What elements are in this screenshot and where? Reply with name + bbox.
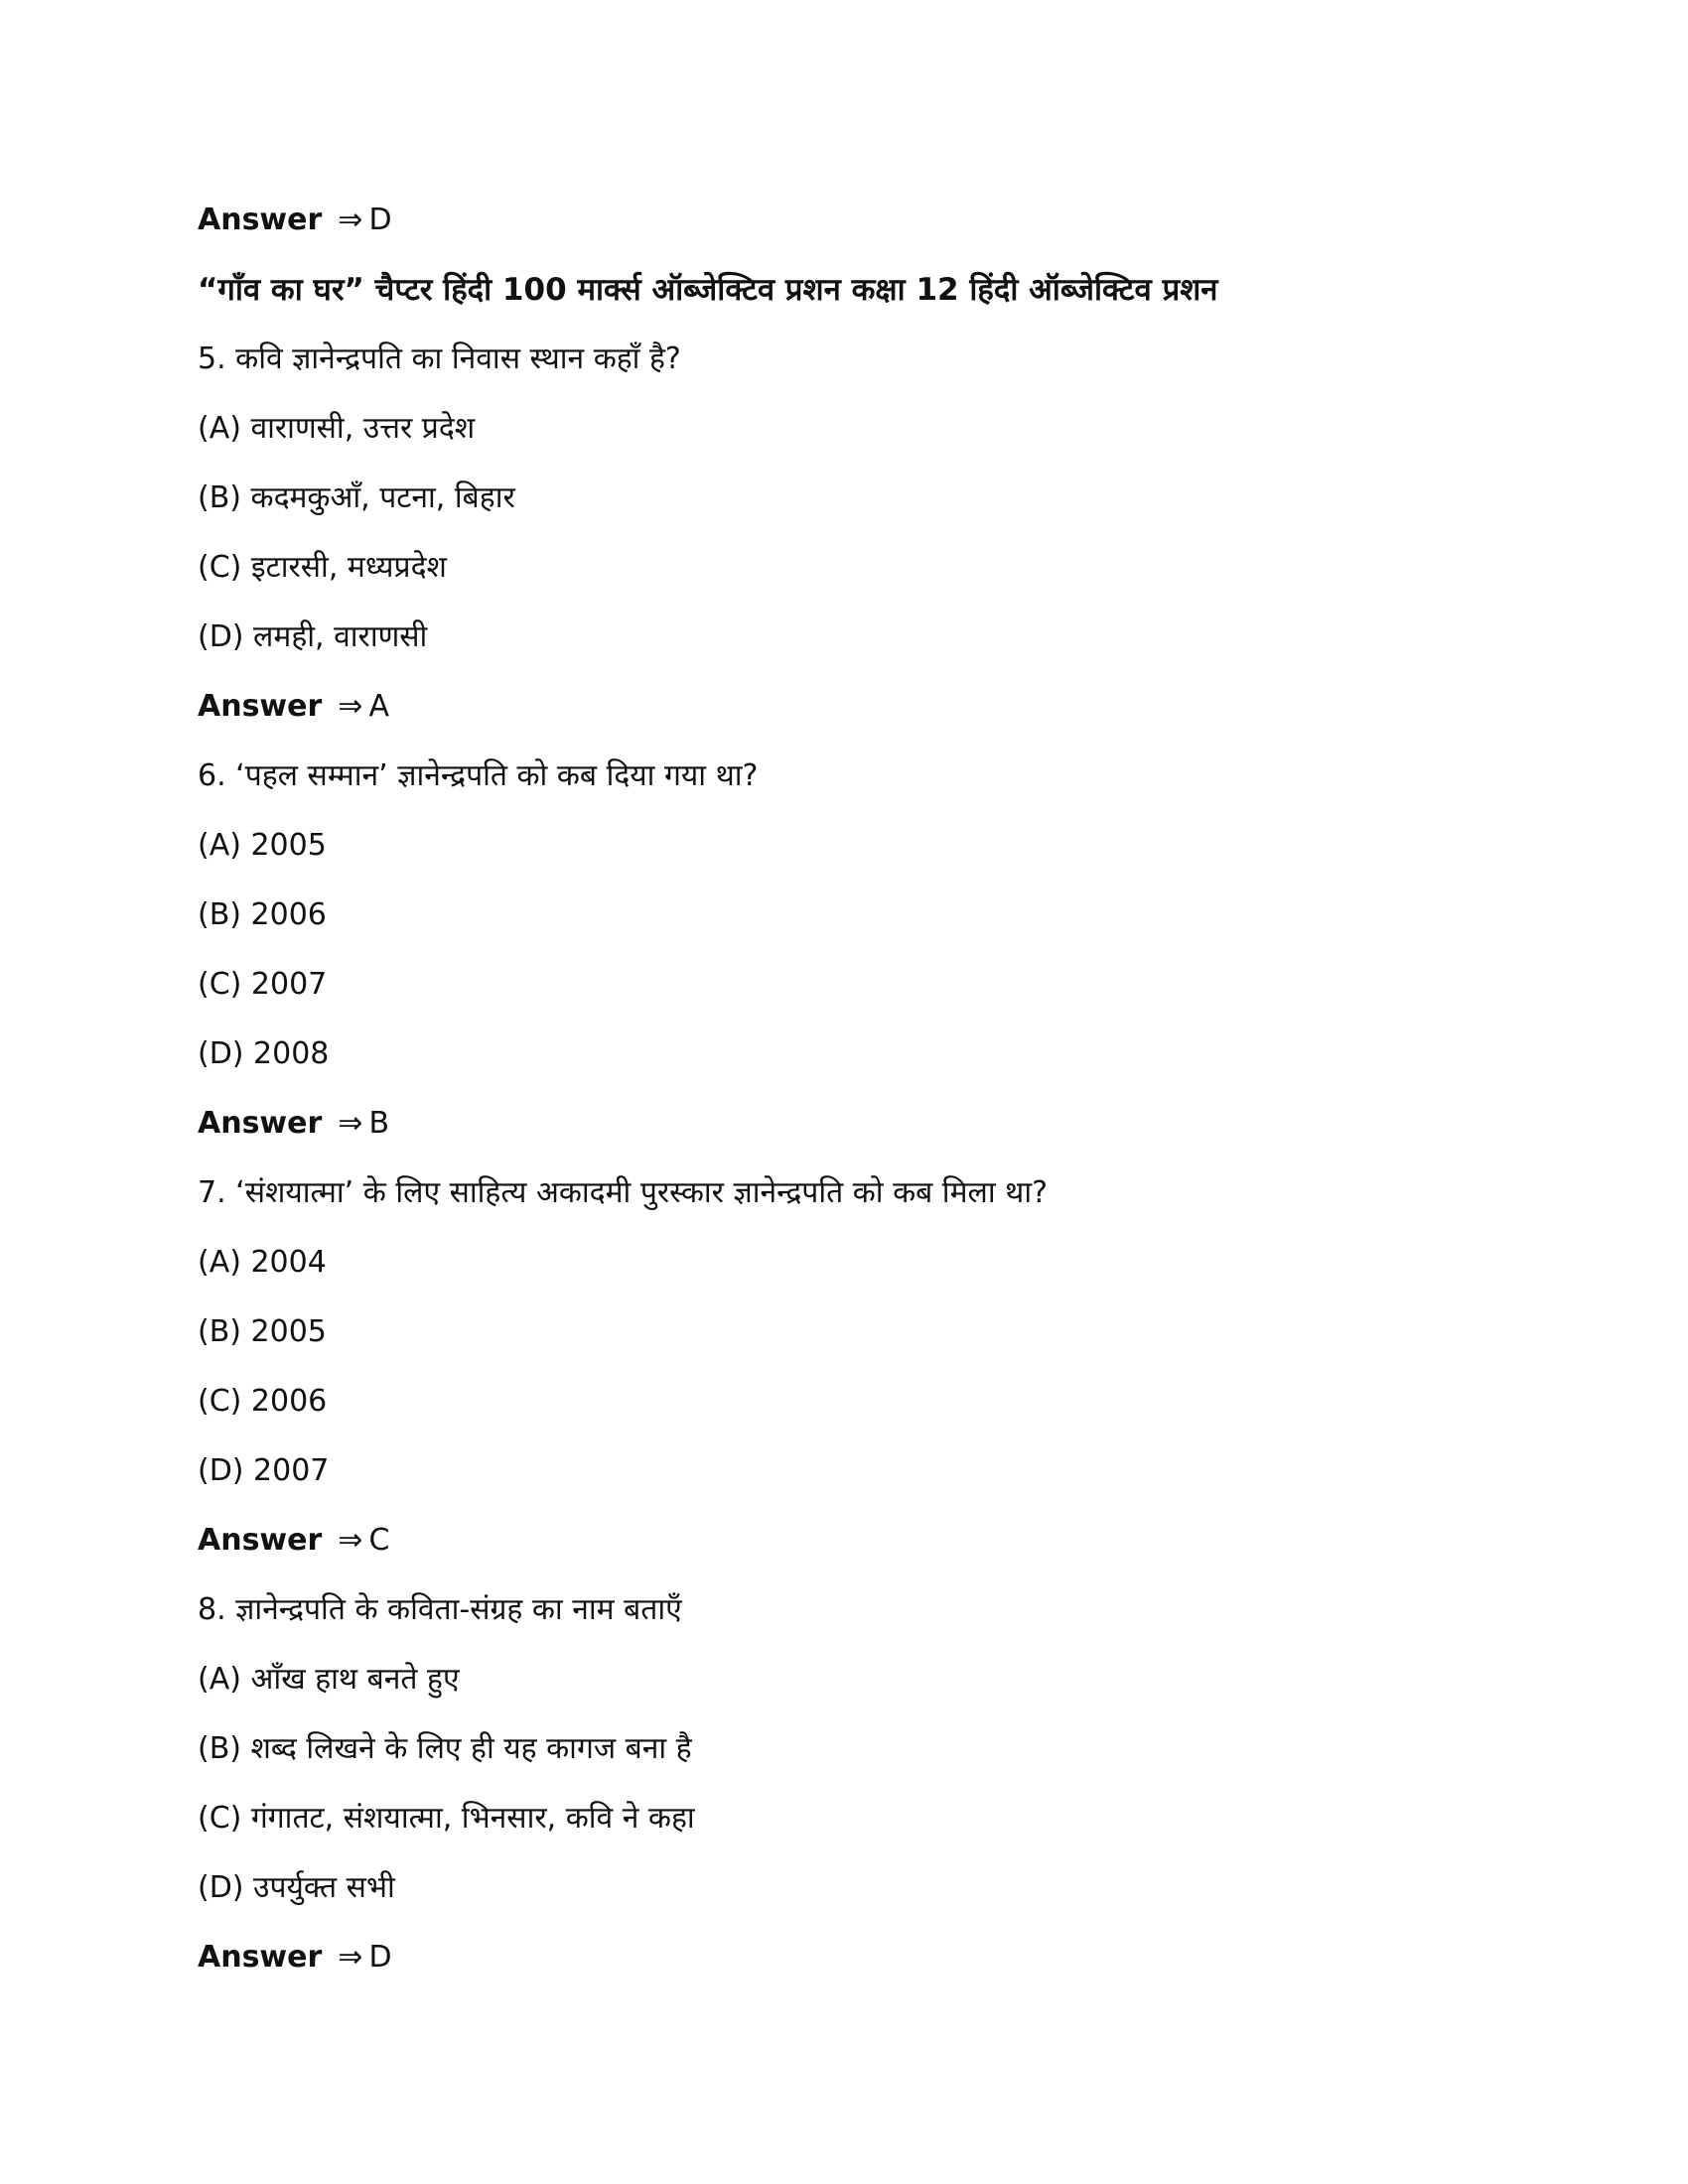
question-text: 6. ‘पहल सम्मान’ ज्ञानेन्द्रपति को कब दिया गया था? <box>198 758 759 793</box>
option-a: (A) आँख हाथ बनते हुए <box>198 1662 460 1697</box>
arrow-icon: ⇒ <box>338 1106 363 1141</box>
option-d: (D) लमही, वाराणसी <box>198 619 428 654</box>
answer-value: B <box>368 1106 390 1141</box>
answer-label: Answer <box>198 1940 323 1975</box>
option-b: (B) 2005 <box>198 1314 327 1349</box>
arrow-icon: ⇒ <box>338 1523 363 1558</box>
option-c: (C) इटारसी, मध्यप्रदेश <box>198 550 447 585</box>
option-a: (A) 2004 <box>198 1245 327 1280</box>
option-d: (D) 2007 <box>198 1453 330 1488</box>
question-text: 5. कवि ज्ञानेन्द्रपति का निवास स्थान कहाँ है? <box>198 341 681 376</box>
answer-line <box>198 685 389 729</box>
answer-label: Answer <box>198 1106 323 1141</box>
arrow-icon: ⇒ <box>338 1940 363 1975</box>
option-d: (D) उपर्युक्त सभी <box>198 1870 395 1905</box>
answer-value: D <box>368 1940 392 1975</box>
option-d: (D) 2008 <box>198 1036 330 1071</box>
option-a: (A) वाराणसी, उत्तर प्रदेश <box>198 411 476 446</box>
answer-label: Answer <box>198 1523 323 1558</box>
arrow-icon: ⇒ <box>338 689 363 724</box>
answer-value: A <box>368 689 389 724</box>
question-text: 8. ज्ञानेन्द्रपति के कविता-संग्रह का नाम बताएँ <box>198 1592 682 1627</box>
option-c: (C) 2006 <box>198 1384 328 1419</box>
arrow-icon: ⇒ <box>338 203 363 237</box>
answer-label: Answer <box>198 203 323 237</box>
answer-label: Answer <box>198 689 323 724</box>
section-heading: “गाँव का घर” चैप्टर हिंदी 100 मार्क्स ऑब्जेक्टिव प्रशन कक्षा 12 हिंदी ऑब्जेक्टिव प्रशन <box>198 272 1218 308</box>
option-b: (B) कदमकुआँ, पटना, बिहार <box>198 480 515 515</box>
answer-value: D <box>368 203 392 237</box>
answer-line <box>198 1519 389 1563</box>
option-c: (C) 2007 <box>198 967 328 1002</box>
answer-line <box>198 1936 392 1979</box>
option-a: (A) 2005 <box>198 828 327 863</box>
option-b: (B) शब्द लिखने के लिए ही यह कागज बना है <box>198 1731 692 1766</box>
answer-value: C <box>368 1523 390 1558</box>
option-c: (C) गंगातट, संशयात्मा, भिनसार, कवि ने कहा <box>198 1801 695 1836</box>
answer-line <box>198 1102 389 1146</box>
answer-line <box>198 199 392 242</box>
question-text: 7. ‘संशयात्मा’ के लिए साहित्य अकादमी पुरस्कार ज्ञानेन्द्रपति को कब मिला था? <box>198 1175 1049 1210</box>
option-b: (B) 2006 <box>198 897 327 932</box>
